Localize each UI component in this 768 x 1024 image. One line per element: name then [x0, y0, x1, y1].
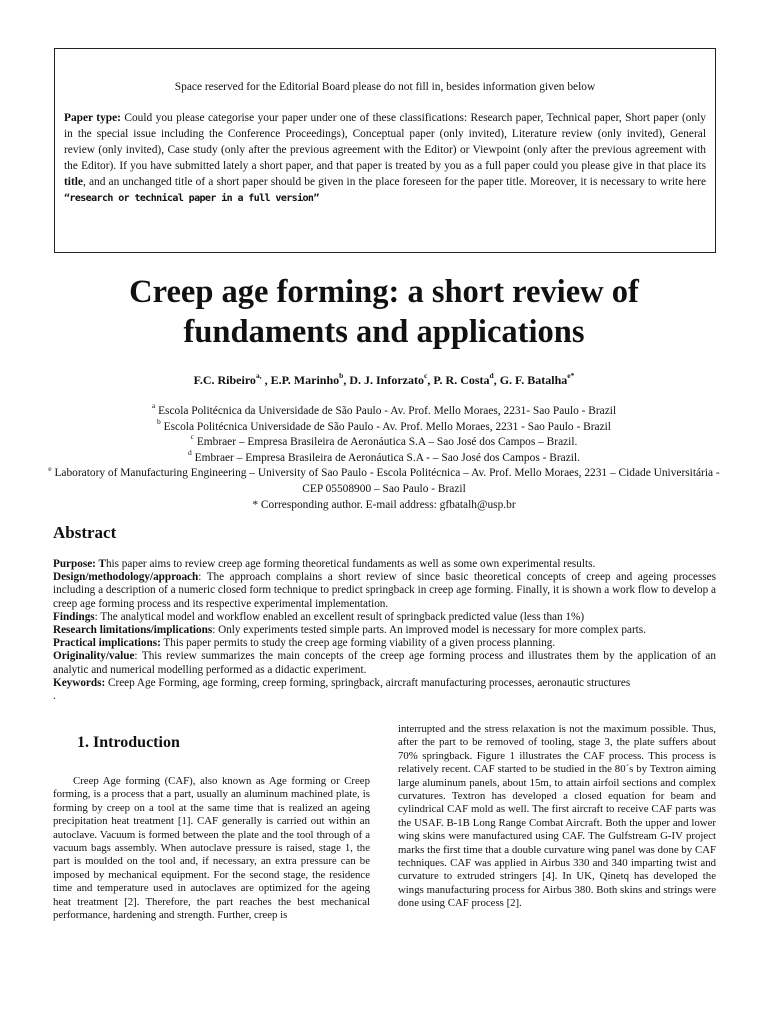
author: F.C. Ribeiro [193, 373, 256, 387]
abstract-heading: Abstract [53, 523, 117, 542]
author: D. J. Inforzato [349, 373, 424, 387]
paper-type-label: Paper type: [64, 112, 121, 124]
editorial-note: Space reserved for the Editorial Board please do not fill in, besides information given below [174, 81, 596, 93]
affiliation: $^e$ Laboratory of Manufacturing Engineering – University of Sao Paulo - Escola Politécnica – Av. Prof. Mello Moraes, 2231 – Cidade Universitária - CEP 05508900 – Sao Paulo - Brazil [48, 463, 720, 495]
affiliation: $^d$ Embraer – Empresa Brasileira de Aeronáutica S.A - – Sao José dos Campos - Brazil. [188, 447, 580, 464]
author-list: F.C. Ribeiro$^{a,}$ , E.P. Marinho$^b$, D. J. Inforzato$^c$, P. R. Costa$^d$, G. F. Batalha$^{e*}$ [193, 371, 575, 387]
abstract-item: Design/methodology/approach: The approach complains a short review of since basic theoretical concepts of creep and ageing processes including a description of a numeric closed form technique to predict springback in creep age forming. Finally, it is shown a work flow to develop a creep age forming process and its respective experimental implementation. [53, 571, 716, 610]
right-column [398, 723, 716, 911]
abstract-item: Purpose: This paper aims to review creep age forming theoretical fundaments as well as some own experimental results. [53, 558, 596, 570]
affiliation: $^c$ Embraer – Empresa Brasileira de Aeronáutica S.A – Sao José dos Campos – Brazil. [190, 432, 578, 449]
abstract-body [53, 558, 716, 703]
affiliations [45, 401, 723, 513]
paper-type-text: Paper type: Could you please categorise your paper under one of these classifications: Research paper, Technical paper, Short paper (only in the special issue including the Conference Proceedings), Conceptual paper (only invited), Literature review (only invited), General review (only invited), Case study (only after the previous agreement with the Editor) or Viewpoint (only after the previous agreement with the Editor). If you have submitted lately a short paper, and that paper is treated by you as a full paper could you please give in that place its title, and an unchanged title of a short paper should be given in the place foreseen for the paper title. Moreover, it is necessary to write here “research or technical paper in a full version” [64, 112, 707, 205]
affiliation: $^b$ Escola Politécnica Universidade de São Paulo - Av. Prof. Mello Moraes, 2231 - Sao Paulo - Brazil [157, 416, 611, 433]
author: P. R. Costa [433, 373, 490, 387]
author: G. F. Batalha [499, 373, 568, 387]
trailing-dot: . [53, 690, 56, 703]
corresponding-author: * Corresponding author. E-mail address: gfbatalh@usp.br [252, 498, 516, 511]
intro-paragraph: Creep Age forming (CAF), also known as Age forming or Creep forming, is a process that a part, usually an aluminum machined plate, is forming by creep on a tool at the same time that is realized an ageing precipitation heat treatment [1]. CAF generally is carried out within an autoclave. Vacuum is formed between the plate and the tool through of a vacuum bags assembly. When autoclave pressure is raised, stage 1, the part is moulded on the tool and, if necessary, an extra pressure can be imposed by mechanical equipment. For the second stage, the residence time and temperature used in autoclaves are optimized for the ageing heat treatment [2]. Therefore, the part reaches the best mechanical performance, hardening and strength. Further, creep is [53, 775, 370, 922]
paper-type-quote: “research or technical paper in a full version” [64, 193, 319, 205]
affiliation: $^a$ Escola Politécnica da Universidade de São Paulo - Av. Prof. Mello Moraes, 2231- Sao Paulo - Brazil [151, 401, 617, 417]
section-heading-introduction: 1. Introduction [77, 734, 180, 751]
author: E.P. Marinho [270, 373, 340, 387]
intro-paragraph-continued: interrupted and the stress relaxation is not the maximum possible. Thus, after the part to be removed of tooling, stage 3, the plate suffers about 70% springback. Figure 1 illustrates the CAF process. This process is relatively recent. CAF started to be studied in the 80´s by Textron aiming large aluminum panels, about 15m, to attain airfoil sections and complex curvatures. Textron has developed a closed equation for beam and cylindrical CAF mold as well. The first aircraft to receive CAF parts was the USAF. B-1B Long Range Combat Aircraft. Both the upper and lower wing skins were manufactured using CAF. The Gulfstream G-IV project marks the first time that a double curvature wing panel was done by CAF techniques. CAF was applied in Airbus 330 and 340 imparting twist and curvature to extruded stringers [4]. In UK, Qinetq has developed the wings manufacturing process for Airbus 380. Both skins and strings were done using CAF process [2]. [398, 723, 716, 910]
keywords: Keywords: Creep Age Forming, age forming, creep forming, springback, aircraft manufacturing processes, aeronautic structures [53, 676, 631, 689]
abstract-item: Originality/value: This review summarizes the main concepts of the creep age forming process and illustrates them by the application of an analytic and numerical modelling performed as a didactic experiment. [53, 650, 716, 676]
abstract-item: Research limitations/implications: Only experiments tested simple parts. An improved model is necessary for more complex parts. [53, 624, 646, 637]
paper-title: Creep age forming: a short review of fundaments and applications [129, 274, 639, 350]
left-column [53, 733, 370, 922]
editorial-board-box [54, 48, 716, 253]
abstract-item: Findings: The analytical model and workflow enabled an excellent result of springback predicted value (less than 1%) [53, 610, 585, 623]
abstract-item: Practical implications: This paper permits to study the creep age forming viability of a given process planning. [53, 637, 556, 650]
